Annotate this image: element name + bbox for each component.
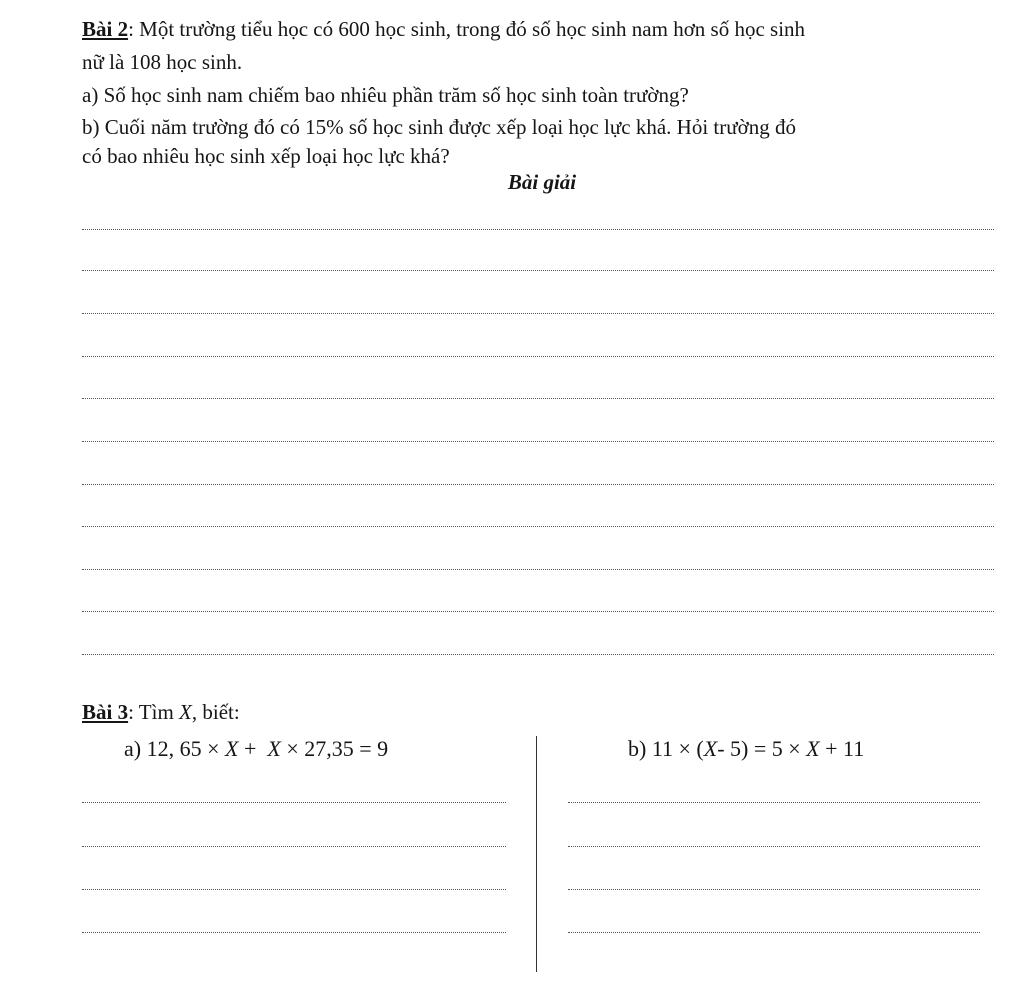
problem3-label: Bài 3 bbox=[82, 700, 129, 724]
equation-b-var1: X bbox=[703, 736, 718, 761]
equation-b-mid: - 5) = 5 × bbox=[717, 736, 807, 761]
equation-a-prefix: a) 12, 65 × bbox=[124, 736, 225, 761]
problem3-intro-prefix: : Tìm bbox=[128, 700, 180, 724]
column-divider bbox=[536, 736, 537, 972]
answer-line-right bbox=[568, 846, 980, 847]
problem2-part-a: a) Số học sinh nam chiếm bao nhiêu phần trăm số học sinh toàn trường? bbox=[82, 83, 689, 107]
answer-line bbox=[82, 356, 994, 357]
answer-line-left bbox=[82, 846, 506, 847]
equation-a-suffix: × 27,35 = 9 bbox=[280, 736, 389, 761]
equation-a-var1: X bbox=[225, 736, 239, 761]
solution-title: Bài giải bbox=[507, 170, 577, 194]
problem3-variable: X bbox=[179, 700, 192, 724]
answer-line-left bbox=[82, 802, 506, 803]
answer-line-right bbox=[568, 932, 980, 933]
answer-line-right bbox=[568, 802, 980, 803]
equation-a-mid: + bbox=[238, 736, 268, 761]
equation-a-var2: X bbox=[267, 736, 281, 761]
answer-line-left bbox=[82, 932, 506, 933]
problem2-part-b-line2: có bao nhiêu học sinh xếp loại học lực khá? bbox=[82, 144, 450, 168]
problem2-line1 bbox=[82, 16, 805, 42]
answer-line bbox=[82, 526, 994, 527]
answer-line bbox=[82, 313, 994, 314]
answer-line bbox=[82, 654, 994, 655]
problem3-intro-suffix: , biết: bbox=[191, 700, 240, 724]
answer-line-left bbox=[82, 889, 506, 890]
equation-b bbox=[628, 736, 864, 762]
problem2-line2: nữ là 108 học sinh. bbox=[82, 50, 243, 74]
answer-line bbox=[82, 441, 994, 442]
problem2-part-b-line1: b) Cuối năm trường đó có 15% số học sinh được xếp loại học lực khá. Hỏi trường đó bbox=[82, 115, 796, 139]
problem2-statement-start: : Một trường tiểu học có 600 học sinh, trong đó số học sinh nam hơn số học sinh bbox=[128, 17, 806, 41]
problem3-heading bbox=[82, 699, 240, 725]
answer-line bbox=[82, 611, 994, 612]
equation-a bbox=[124, 736, 388, 762]
answer-line bbox=[82, 569, 994, 570]
answer-line-right bbox=[568, 889, 980, 890]
answer-line bbox=[82, 484, 994, 485]
equation-b-prefix: b) 11 × ( bbox=[628, 736, 704, 761]
problem2-label: Bài 2 bbox=[82, 17, 129, 41]
answer-line bbox=[82, 229, 994, 230]
answer-line bbox=[82, 270, 994, 271]
equation-b-var2: X bbox=[806, 736, 820, 761]
equation-b-suffix: + 11 bbox=[819, 736, 865, 761]
answer-line bbox=[82, 398, 994, 399]
